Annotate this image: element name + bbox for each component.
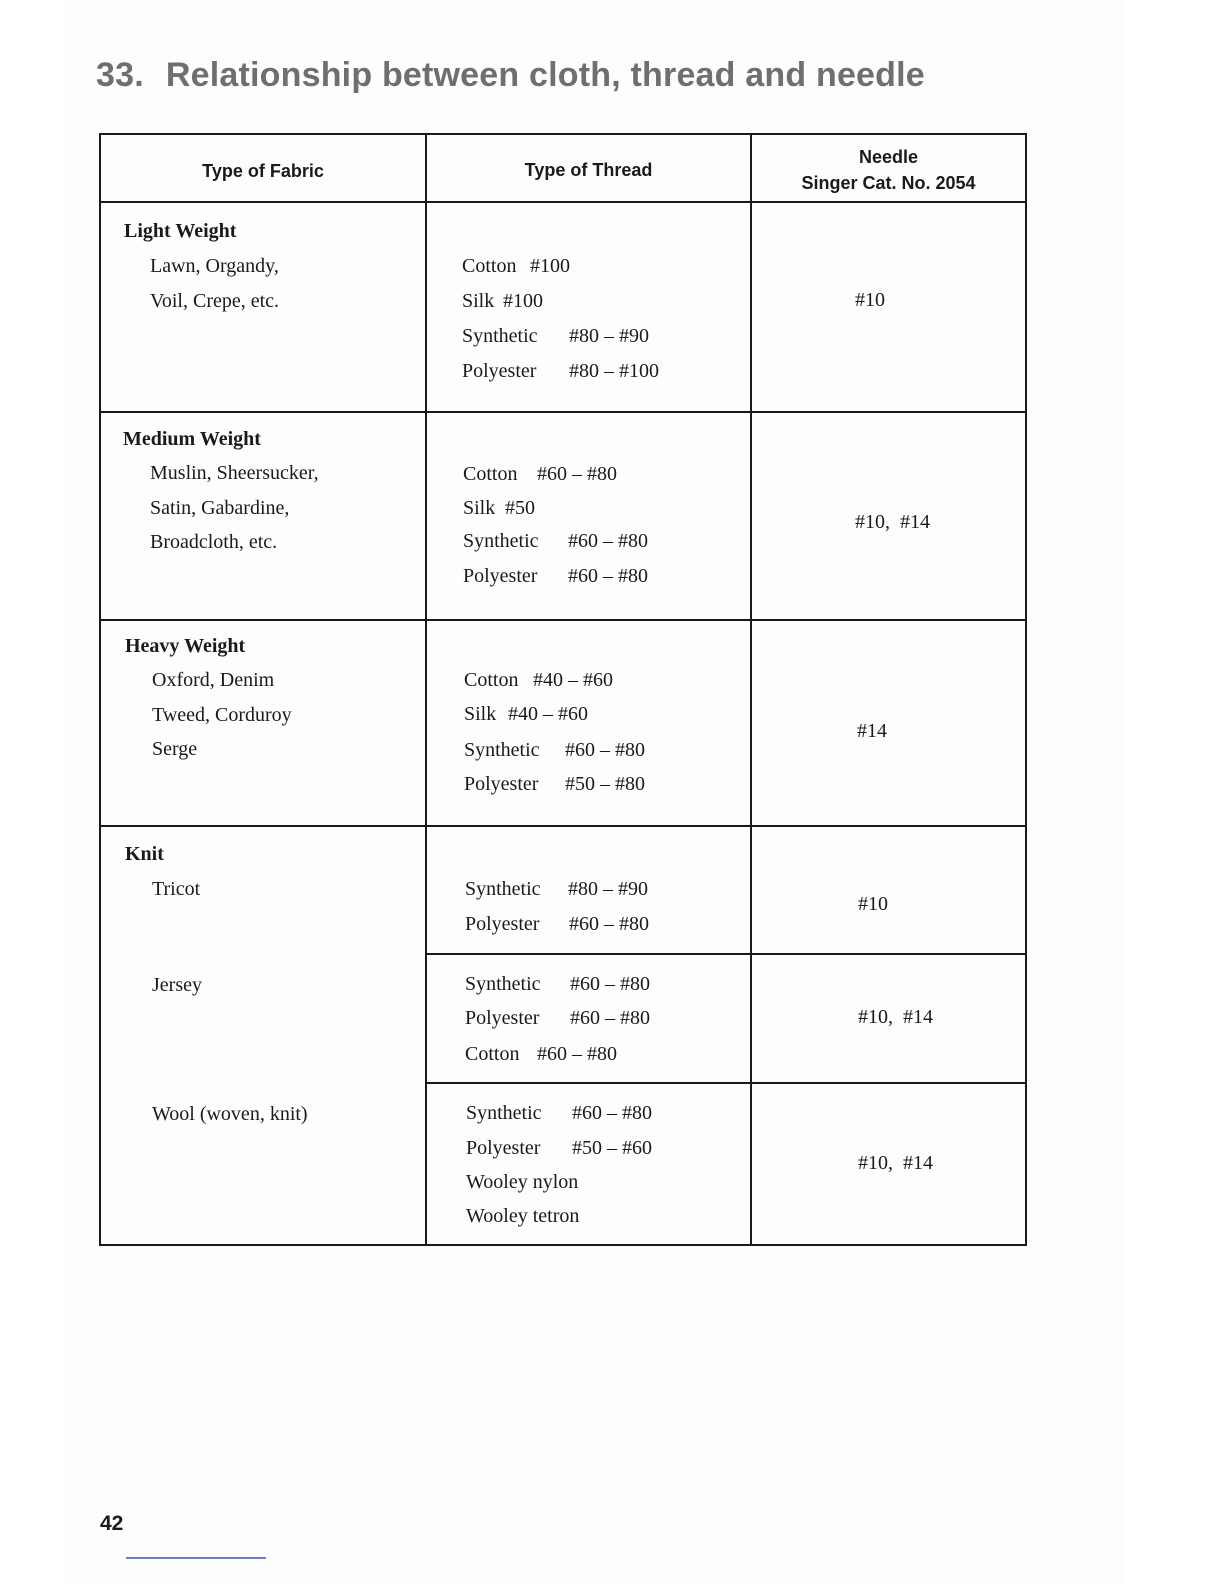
thread-name: Polyester xyxy=(464,773,539,795)
fabric-item: Jersey xyxy=(152,974,202,996)
column-divider-2 xyxy=(750,133,752,1246)
thread-size: #60 – #80 xyxy=(565,739,645,761)
thread-name: Polyester xyxy=(463,565,538,587)
thread-name: Cotton xyxy=(465,1043,520,1065)
needle-size: #14 xyxy=(857,720,887,742)
row-divider-tricot xyxy=(425,953,1027,955)
row-divider-medium xyxy=(99,619,1027,621)
thread-size: #40 – #60 xyxy=(533,669,613,691)
header-needle-title: Needle xyxy=(858,147,919,167)
needle-size: #10, #14 xyxy=(855,511,930,533)
thread-size: #80 – #90 xyxy=(568,878,648,900)
row-divider-heavy xyxy=(99,825,1027,827)
fabric-item: Broadcloth, etc. xyxy=(150,531,278,553)
thread-name: Cotton xyxy=(463,463,518,485)
thread-name: Polyester xyxy=(466,1137,541,1159)
thread-name: Synthetic xyxy=(463,530,539,552)
thread-size: #60 – #80 xyxy=(572,1102,652,1124)
page-title xyxy=(96,56,925,95)
thread-name: Cotton xyxy=(462,255,517,277)
thread-name: Silk xyxy=(464,703,497,725)
thread-name: Synthetic xyxy=(464,739,540,761)
fabric-item: Serge xyxy=(152,738,198,760)
header-divider xyxy=(99,201,1027,203)
scan-artifact-line xyxy=(126,1557,266,1559)
header-needle-catalog: Singer Cat. No. 2054 xyxy=(801,173,976,193)
needle-size: #10, #14 xyxy=(858,1006,933,1028)
thread-size: #80 – #100 xyxy=(569,360,659,382)
thread-size: #100 xyxy=(530,255,570,277)
thread-name: Polyester xyxy=(465,913,540,935)
thread-name: Silk xyxy=(462,290,495,312)
thread-name: Synthetic xyxy=(466,1102,542,1124)
page-number: 42 xyxy=(100,1512,124,1535)
fabric-item: Satin, Gabardine, xyxy=(150,497,290,519)
thread-size: #50 xyxy=(505,497,535,519)
thread-size: #50 – #60 xyxy=(572,1137,652,1159)
category-light-weight: Light Weight xyxy=(124,220,237,242)
row-divider-jersey xyxy=(425,1082,1027,1084)
fabric-item: Tweed, Corduroy xyxy=(152,704,292,726)
needle-size: #10, #14 xyxy=(858,1152,933,1174)
thread-name: Polyester xyxy=(462,360,537,382)
thread-name: Wooley nylon xyxy=(466,1171,579,1193)
category-medium-weight: Medium Weight xyxy=(123,428,261,450)
header-fabric: Type of Fabric xyxy=(202,161,324,181)
thread-name: Polyester xyxy=(465,1007,540,1029)
thread-name: Synthetic xyxy=(465,878,541,900)
needle-size: #10 xyxy=(855,289,885,311)
thread-name: Cotton xyxy=(464,669,519,691)
fabric-item: Lawn, Organdy, xyxy=(150,255,279,277)
fabric-item: Voil, Crepe, etc. xyxy=(150,290,280,312)
thread-name: Synthetic xyxy=(462,325,538,347)
thread-size: #60 – #80 xyxy=(537,463,617,485)
thread-name: Synthetic xyxy=(465,973,541,995)
thread-size: #60 – #80 xyxy=(537,1043,617,1065)
thread-size: #60 – #80 xyxy=(569,913,649,935)
thread-size: #100 xyxy=(503,290,543,312)
column-divider-1 xyxy=(425,133,427,1246)
section-number: 33. xyxy=(96,56,144,94)
thread-size: #60 – #80 xyxy=(568,565,648,587)
fabric-item: Muslin, Sheersucker, xyxy=(150,462,319,484)
header-thread: Type of Thread xyxy=(524,160,653,180)
category-heavy-weight: Heavy Weight xyxy=(125,635,246,657)
fabric-item: Oxford, Denim xyxy=(152,669,275,691)
thread-size: #60 – #80 xyxy=(570,1007,650,1029)
thread-size: #60 – #80 xyxy=(568,530,648,552)
fabric-item: Tricot xyxy=(152,878,201,900)
thread-size: #40 – #60 xyxy=(508,703,588,725)
row-divider-light xyxy=(99,411,1027,413)
thread-name: Wooley tetron xyxy=(466,1205,580,1227)
section-title: Relationship between cloth, thread and needle xyxy=(165,56,925,94)
thread-size: #50 – #80 xyxy=(565,773,645,795)
category-knit: Knit xyxy=(125,843,164,865)
thread-size: #60 – #80 xyxy=(570,973,650,995)
needle-size: #10 xyxy=(858,893,888,915)
thread-name: Silk xyxy=(463,497,496,519)
thread-size: #80 – #90 xyxy=(569,325,649,347)
fabric-item: Wool (woven, knit) xyxy=(152,1103,308,1125)
